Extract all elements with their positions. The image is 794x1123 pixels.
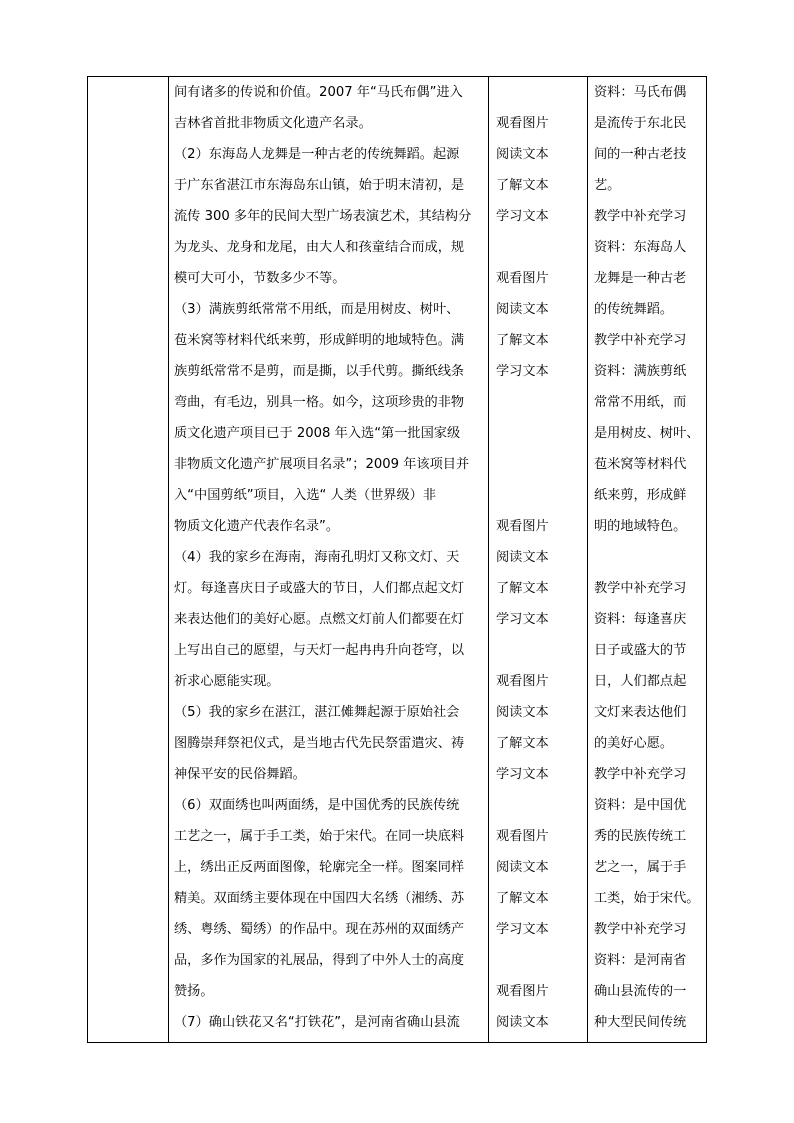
- activity-line: 观看图片: [496, 519, 549, 534]
- activity-line: 了解文本: [496, 736, 549, 751]
- note-line: 苞米窝等材料代: [594, 457, 687, 472]
- activity-line: 了解文本: [496, 891, 549, 906]
- content-line: 质文化遗产项目已于 2008 年入选“第一批国家级: [174, 426, 461, 441]
- note-line: 艺。: [594, 178, 621, 193]
- note-line: 明的地域特色。: [594, 519, 687, 534]
- content-line: 吉林省首批非物质文化遗产名录。: [174, 116, 372, 131]
- content-line: 上，绣出正反两面图像，轮廓完全一样。图案同样: [174, 860, 465, 875]
- content-line: （4）我的家乡在海南，海南孔明灯又称文灯、天: [174, 550, 460, 565]
- content-line: （6）双面绣也叫两面绣，是中国优秀的民族传统: [174, 798, 460, 813]
- note-line: 日，人们都点起: [594, 674, 687, 689]
- activity-line: 学习文本: [496, 364, 549, 379]
- activity-line: 观看图片: [496, 116, 549, 131]
- activity-line: 学习文本: [496, 612, 549, 627]
- column-divider: [168, 77, 169, 1042]
- activity-line: 阅读文本: [496, 550, 549, 565]
- note-line: 工类，始于宋代。: [594, 891, 700, 906]
- activity-line: 阅读文本: [496, 860, 549, 875]
- note-line: [594, 542, 708, 573]
- activity-line: 观看图片: [496, 829, 549, 844]
- activity-line: 了解文本: [496, 178, 549, 193]
- content-column: [174, 77, 488, 1038]
- content-line: 精美。双面绣主要体现在中国四大名绣（湘绣、苏: [174, 891, 465, 906]
- note-line: 是用树皮、树叶、: [594, 426, 700, 441]
- content-line: 图腾崇拜祭祀仪式，是当地古代先民祭雷遣灾、祷: [174, 736, 465, 751]
- activity-column: [496, 77, 588, 1038]
- note-line: 的传统舞蹈。: [594, 302, 674, 317]
- activity-line: 了解文本: [496, 581, 549, 596]
- activity-line: 阅读文本: [496, 147, 549, 162]
- content-line: 物质文化遗产代表作名录”。: [174, 519, 340, 534]
- note-line: 文灯来表达他们: [594, 705, 687, 720]
- note-line: 确山县流传的一: [594, 984, 687, 999]
- activity-line: 学习文本: [496, 767, 549, 782]
- activity-line: 阅读文本: [496, 705, 549, 720]
- note-line: 教学中补充学习: [594, 767, 687, 782]
- note-line: 教学中补充学习: [594, 333, 687, 348]
- activity-line: 学习文本: [496, 922, 549, 937]
- content-line: 绣、粤绣、蜀绣）的作品中。现在苏州的双面绣产: [174, 922, 465, 937]
- note-line: 资料：是中国优: [594, 798, 687, 813]
- note-line: 常常不用纸，而: [594, 395, 687, 410]
- note-line: 资料：每逢喜庆: [594, 612, 687, 627]
- note-line: 种大型民间传统: [594, 1015, 687, 1030]
- note-line: 秀的民族传统工: [594, 829, 687, 844]
- activity-line: 了解文本: [496, 333, 549, 348]
- notes-column: [594, 77, 708, 1038]
- content-line: 为龙头、龙身和龙尾，由大人和孩童结合而成，规: [174, 240, 465, 255]
- content-line: 模可大可小，节数多少不等。: [174, 271, 346, 286]
- note-line: 资料：满族剪纸: [594, 364, 687, 379]
- note-line: 纸来剪，形成鲜: [594, 488, 687, 503]
- content-line: 灯。每逢喜庆日子或盛大的节日，人们都点起文灯: [174, 581, 465, 596]
- content-line: 赞扬。: [174, 984, 214, 999]
- activity-line: [496, 480, 588, 511]
- activity-line: 阅读文本: [496, 302, 549, 317]
- column-divider: [488, 77, 489, 1042]
- note-line: 是流传于东北民: [594, 116, 687, 131]
- activity-line: [496, 945, 588, 976]
- activity-line: [496, 449, 588, 480]
- content-line: 上写出自己的愿望，与天灯一起冉冉升向苍穹，以: [174, 643, 465, 658]
- content-line: 入“中国剪纸”项目，入选“ 人类（世界级）非: [174, 488, 437, 503]
- activity-line: [496, 635, 588, 666]
- content-line: 于广东省湛江市东海岛东山镇，始于明末清初，是: [174, 178, 465, 193]
- note-line: 教学中补充学习: [594, 581, 687, 596]
- activity-line: [496, 418, 588, 449]
- note-line: 资料：马氏布偶: [594, 85, 687, 100]
- activity-line: 观看图片: [496, 271, 549, 286]
- lesson-table: [87, 76, 707, 1043]
- note-line: 资料：东海岛人: [594, 240, 687, 255]
- activity-line: [496, 77, 588, 108]
- content-line: 族剪纸常常不是剪，而是撕，以手代剪。撕纸线条: [174, 364, 465, 379]
- content-line: 神保平安的民俗舞蹈。: [174, 767, 306, 782]
- content-line: 间有诸多的传说和价值。2007 年“马氏布偶”进入: [174, 85, 463, 100]
- activity-line: 学习文本: [496, 209, 549, 224]
- content-line: 来表达他们的美好心愿。点燃文灯前人们都要在灯: [174, 612, 465, 627]
- content-line: （5）我的家乡在湛江，湛江傩舞起源于原始社会: [174, 705, 460, 720]
- content-line: （2）东海岛人龙舞是一种古老的传统舞蹈。起源: [174, 147, 460, 162]
- content-line: 苞米窝等材料代纸来剪，形成鲜明的地域特色。满: [174, 333, 465, 348]
- content-line: 品，多作为国家的礼展品，得到了中外人士的高度: [174, 953, 465, 968]
- activity-line: [496, 232, 588, 263]
- content-line: 弯曲，有毛边，别具一格。如今，这项珍贵的非物: [174, 395, 465, 410]
- content-line: （7）确山铁花又名“打铁花”，是河南省确山县流: [174, 1015, 460, 1030]
- activity-line: [496, 387, 588, 418]
- content-line: （3）满族剪纸常常不用纸，而是用树皮、树叶、: [174, 302, 460, 317]
- activity-line: 观看图片: [496, 984, 549, 999]
- content-line: 流传 300 多年的民间大型广场表演艺术，其结构分: [174, 209, 472, 224]
- content-line: 工艺之一，属于手工类，始于宋代。在同一块底料: [174, 829, 465, 844]
- note-line: 的美好心愿。: [594, 736, 674, 751]
- note-line: 龙舞是一种古老: [594, 271, 687, 286]
- note-line: 教学中补充学习: [594, 209, 687, 224]
- content-line: 非物质文化遗产扩展项目名录”；2009 年该项目并: [174, 457, 470, 472]
- activity-line: 阅读文本: [496, 1015, 549, 1030]
- activity-line: 观看图片: [496, 674, 549, 689]
- note-line: 资料：是河南省: [594, 953, 687, 968]
- note-line: 艺之一，属于手: [594, 860, 687, 875]
- note-line: 日子或盛大的节: [594, 643, 687, 658]
- content-line: 祈求心愿能实现。: [174, 674, 280, 689]
- note-line: 教学中补充学习: [594, 922, 687, 937]
- activity-line: [496, 790, 588, 821]
- note-line: 间的一种古老技: [594, 147, 687, 162]
